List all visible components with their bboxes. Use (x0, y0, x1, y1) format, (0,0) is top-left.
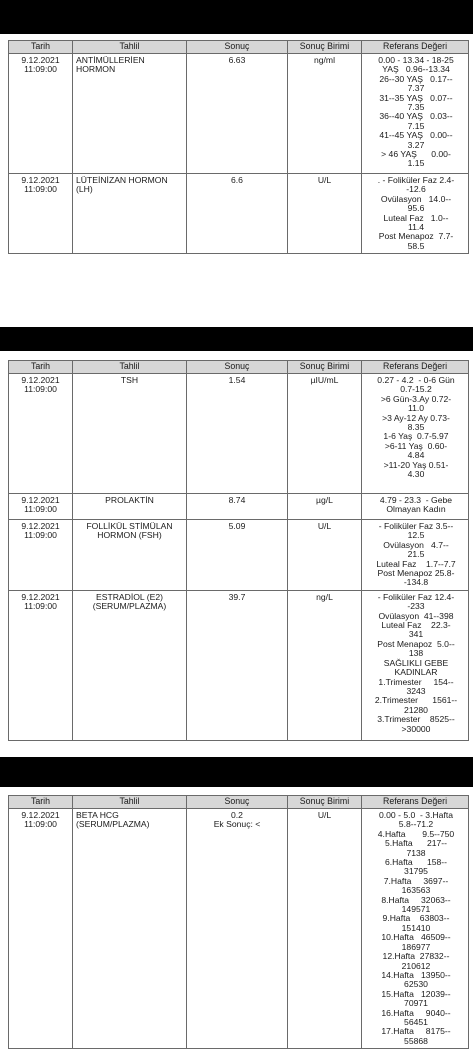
reference-line: 11.0 (407, 403, 425, 414)
header-unit: Sonuç Birimi (288, 361, 362, 374)
test-name-line: HORMON (FSH) (97, 530, 162, 541)
reference-line: 151410 (401, 922, 431, 933)
reference-range-cell (362, 54, 469, 174)
result-date: 9.12.2021 (21, 175, 60, 185)
result-value-line: 6.6 (231, 175, 243, 185)
reference-line: 70971 (404, 998, 428, 1009)
reference-line: -134.8 (403, 577, 429, 588)
date-cell (9, 374, 73, 494)
test-name-cell (73, 809, 187, 1049)
result-unit-cell (288, 590, 362, 740)
result-date: 9.12.2021 (21, 375, 60, 385)
header-unit: Sonuç Birimi (288, 41, 362, 54)
date-cell (9, 494, 73, 520)
date-cell (9, 520, 73, 591)
test-name-line: TSH (120, 375, 139, 385)
reference-line: 163563 (401, 885, 431, 896)
reference-line: 16.Hafta 9040-- (381, 1007, 451, 1018)
reference-line: 3.27 (407, 139, 425, 150)
reference-line: 5.8--71.2 (398, 819, 434, 830)
result-value-cell (187, 494, 288, 520)
reference-line: YAŞ 0.96--13.34 (382, 64, 450, 75)
reference-line: >6-11 Yaş 0.60- (384, 440, 448, 451)
reference-line: 4.Hafta 9.5--750 (377, 828, 455, 839)
reference-line: 62530 (404, 979, 428, 990)
test-name-cell (73, 590, 187, 740)
reference-line: 1.Trimester 154-- (378, 676, 454, 687)
result-time: 11:09:00 (24, 184, 57, 195)
reference-line: 31--35 YAŞ 0.07-- (379, 92, 453, 103)
test-name-line: BETA HCG (SERUM/PLAZMA) (76, 810, 150, 830)
reference-line: 4.30 (407, 469, 425, 480)
header-result: Sonuç (187, 41, 288, 54)
table-row (9, 520, 469, 591)
reference-line: 341 (408, 629, 424, 640)
header-unit: Sonuç Birimi (288, 796, 362, 809)
lab-results-table (8, 360, 469, 741)
result-value-cell (187, 520, 288, 591)
reference-line: 3.Trimester 8525-- (377, 714, 455, 725)
result-unit: ng/ml (313, 55, 335, 65)
reference-line: Luteal Faz 22.3- (381, 620, 451, 631)
reference-range-cell (362, 174, 469, 254)
reference-line: Ovülasyon 14.0-- (380, 193, 452, 204)
test-name-line: FOLLİKÜL STİMÜLAN (86, 521, 173, 531)
test-name-line: ANTİMÜLLERİEN HORMON (76, 55, 148, 75)
reference-line: 6.Hafta 158-- (384, 857, 448, 868)
reference-line: 186977 (401, 941, 431, 952)
reference-line: Ovülasyon 41--398 (378, 610, 454, 621)
result-value-line: 39.7 (228, 591, 246, 602)
test-name-cell (73, 374, 187, 494)
reference-line: 56451 (404, 1016, 428, 1027)
reference-line: 1-6 Yaş 0.7-5.97 (383, 431, 449, 442)
reference-line: 4.79 - 23.3 - Gebe (379, 495, 453, 505)
reference-line: 4.84 (407, 450, 425, 461)
header-test: Tahlil (73, 41, 187, 54)
result-unit: U/L (317, 810, 332, 820)
result-value-line: 6.63 (228, 55, 246, 65)
reference-line: 3243 (406, 685, 426, 696)
result-unit-cell (288, 809, 362, 1049)
test-name-line: ESTRADİOL (E2) (95, 591, 163, 602)
reference-range-cell (362, 520, 469, 591)
reference-line: >30000 (401, 723, 431, 734)
reference-line: 210612 (401, 960, 431, 971)
reference-line: 149571 (401, 904, 431, 915)
reference-range-cell (362, 374, 469, 494)
test-name-cell (73, 520, 187, 591)
reference-line: Post Menapoz 7.7- (378, 231, 454, 242)
reference-line: 0.27 - 4.2 - 0-6 Gün (377, 375, 455, 385)
date-cell (9, 809, 73, 1049)
test-name-line: (SERUM/PLAZMA) (92, 601, 167, 612)
lab-results-table (8, 795, 469, 1049)
reference-range-cell (362, 809, 469, 1049)
reference-line: 138 (408, 648, 424, 659)
reference-line: Olmayan Kadın (386, 504, 446, 515)
reference-line: 0.00 - 5.0 - 3.Hafta (378, 810, 454, 820)
result-value-cell (187, 374, 288, 494)
reference-line: -12.6 (406, 184, 426, 195)
result-date: 9.12.2021 (21, 810, 60, 820)
result-value-line: 5.09 (228, 521, 246, 531)
result-time: 11:09:00 (24, 504, 57, 515)
result-time: 11:09:00 (24, 819, 57, 830)
reference-line: 10.Hafta 46509-- (381, 932, 451, 943)
header-result: Sonuç (187, 361, 288, 374)
result-unit: µIU/mL (310, 375, 339, 385)
header-reference: Referans Değeri (362, 41, 469, 54)
result-date: 9.12.2021 (21, 495, 60, 505)
reference-line: SAĞLIKLI GEBE (383, 657, 449, 668)
reference-line: 0.00 - 13.34 - 18-25 (378, 55, 454, 65)
result-time: 11:09:00 (24, 384, 57, 395)
reference-line: 7.15 (407, 120, 425, 131)
result-date: 9.12.2021 (21, 521, 60, 531)
reference-line: >6 Gün-3.Ay 0.72- (380, 393, 452, 404)
reference-line: 95.6 (407, 203, 425, 214)
table-body (9, 54, 469, 254)
result-unit-cell (288, 520, 362, 591)
table-row (9, 374, 469, 494)
result-value-cell (187, 809, 288, 1049)
reference-line: - Foliküler Faz 3.5-- (378, 521, 454, 531)
reference-line: > 46 YAŞ 0.00- (381, 149, 451, 160)
header-date: Tarih (9, 361, 73, 374)
table-row (9, 174, 469, 254)
header-date: Tarih (9, 41, 73, 54)
reference-line: 0.7-15.2 (400, 384, 432, 395)
reference-line: 11.4 (407, 222, 425, 233)
table-header-row (9, 41, 469, 54)
reference-line: 15.Hafta 12039-- (381, 988, 451, 999)
reference-line: >11-20 Yaş 0.51- (383, 459, 449, 470)
reference-line: -233 (407, 601, 425, 612)
table-row (9, 494, 469, 520)
reference-line: Post Menapoz 5.0-- (377, 638, 455, 649)
date-cell (9, 54, 73, 174)
reference-line: 17.Hafta 8175-- (381, 1026, 451, 1037)
reference-range-cell (362, 590, 469, 740)
result-time: 11:09:00 (24, 64, 57, 75)
reference-line: 58.5 (407, 240, 425, 251)
result-value-line: 0.2 (231, 810, 243, 820)
reference-line: 36--40 YAŞ 0.03-- (379, 111, 453, 122)
reference-line: . - Foliküler Faz 2.4- (377, 175, 455, 185)
page-separator-bar (0, 327, 473, 351)
page-separator-bar (0, 0, 473, 34)
table-row (9, 54, 469, 174)
result-unit-cell (288, 494, 362, 520)
reference-line: - Foliküler Faz 12.4- (377, 591, 455, 602)
test-name-cell (73, 54, 187, 174)
reference-line: 21280 (404, 704, 428, 715)
result-unit: µg/L (316, 495, 333, 505)
reference-line: >3 Ay-12 Ay 0.73- (382, 412, 450, 423)
result-unit-cell (288, 374, 362, 494)
reference-line: Post Menapoz 25.8- (377, 568, 455, 579)
reference-line: 8.35 (407, 422, 425, 433)
table-row (9, 590, 469, 740)
reference-line: 55868 (404, 1035, 428, 1046)
result-unit: ng/L (316, 591, 333, 602)
reference-line: 9.Hafta 63803-- (382, 913, 450, 924)
reference-line: 21.5 (407, 549, 425, 560)
reference-line: Ovülasyon 4.7-- (383, 539, 449, 550)
result-unit-cell (288, 174, 362, 254)
table-row (9, 809, 469, 1049)
result-value-line: 8.74 (228, 495, 246, 505)
reference-range-cell (362, 494, 469, 520)
header-result: Sonuç (187, 796, 288, 809)
test-name-line: LÜTEİNİZAN HORMON (LH) (76, 175, 171, 195)
reference-line: Luteal Faz 1.0-- (383, 212, 449, 223)
header-date: Tarih (9, 796, 73, 809)
reference-line: 2.Trimester 1561-- (374, 695, 458, 706)
test-name-cell (73, 494, 187, 520)
reference-line: 7.Hafta 3697-- (383, 875, 449, 886)
result-unit: U/L (317, 521, 332, 531)
result-date: 9.12.2021 (21, 591, 60, 602)
result-value-line: Ek Sonuç: < (213, 819, 261, 830)
reference-line: 1.15 (407, 158, 425, 169)
reference-line: KADINLAR (394, 667, 438, 678)
result-unit-cell (288, 54, 362, 174)
reference-line: 26--30 YAŞ 0.17-- (379, 73, 453, 84)
table-body (9, 809, 469, 1049)
reference-line: 41--45 YAŞ 0.00-- (379, 130, 453, 141)
reference-line: 7.35 (407, 102, 425, 113)
table-body (9, 374, 469, 741)
header-reference: Referans Değeri (362, 361, 469, 374)
test-name-cell (73, 174, 187, 254)
reference-line: 5.Hafta 217-- (384, 838, 448, 849)
result-time: 11:09:00 (24, 530, 57, 541)
result-value-cell (187, 54, 288, 174)
test-name-line: PROLAKTİN (105, 495, 154, 505)
table-header-row (9, 361, 469, 374)
reference-line: 14.Hafta 13950-- (381, 969, 451, 980)
page-separator-bar (0, 757, 473, 787)
date-cell (9, 174, 73, 254)
reference-line: 12.5 (407, 530, 425, 541)
table-header-row (9, 796, 469, 809)
reference-line: Luteal Faz 1.7--7.7 (376, 558, 456, 569)
header-reference: Referans Değeri (362, 796, 469, 809)
lab-results-table (8, 40, 469, 254)
reference-line: 12.Hafta 27832-- (382, 951, 450, 962)
date-cell (9, 590, 73, 740)
result-value-cell (187, 590, 288, 740)
reference-line: 7138 (406, 847, 426, 858)
result-value-cell (187, 174, 288, 254)
reference-line: 8.Hafta 32063-- (381, 894, 451, 905)
header-test: Tahlil (73, 796, 187, 809)
result-date: 9.12.2021 (21, 55, 60, 65)
result-unit: U/L (317, 175, 332, 185)
header-test: Tahlil (73, 361, 187, 374)
result-value-line: 1.54 (228, 375, 246, 385)
reference-line: 7.37 (407, 83, 425, 94)
reference-line: 31795 (404, 866, 428, 877)
result-time: 11:09:00 (24, 601, 57, 612)
